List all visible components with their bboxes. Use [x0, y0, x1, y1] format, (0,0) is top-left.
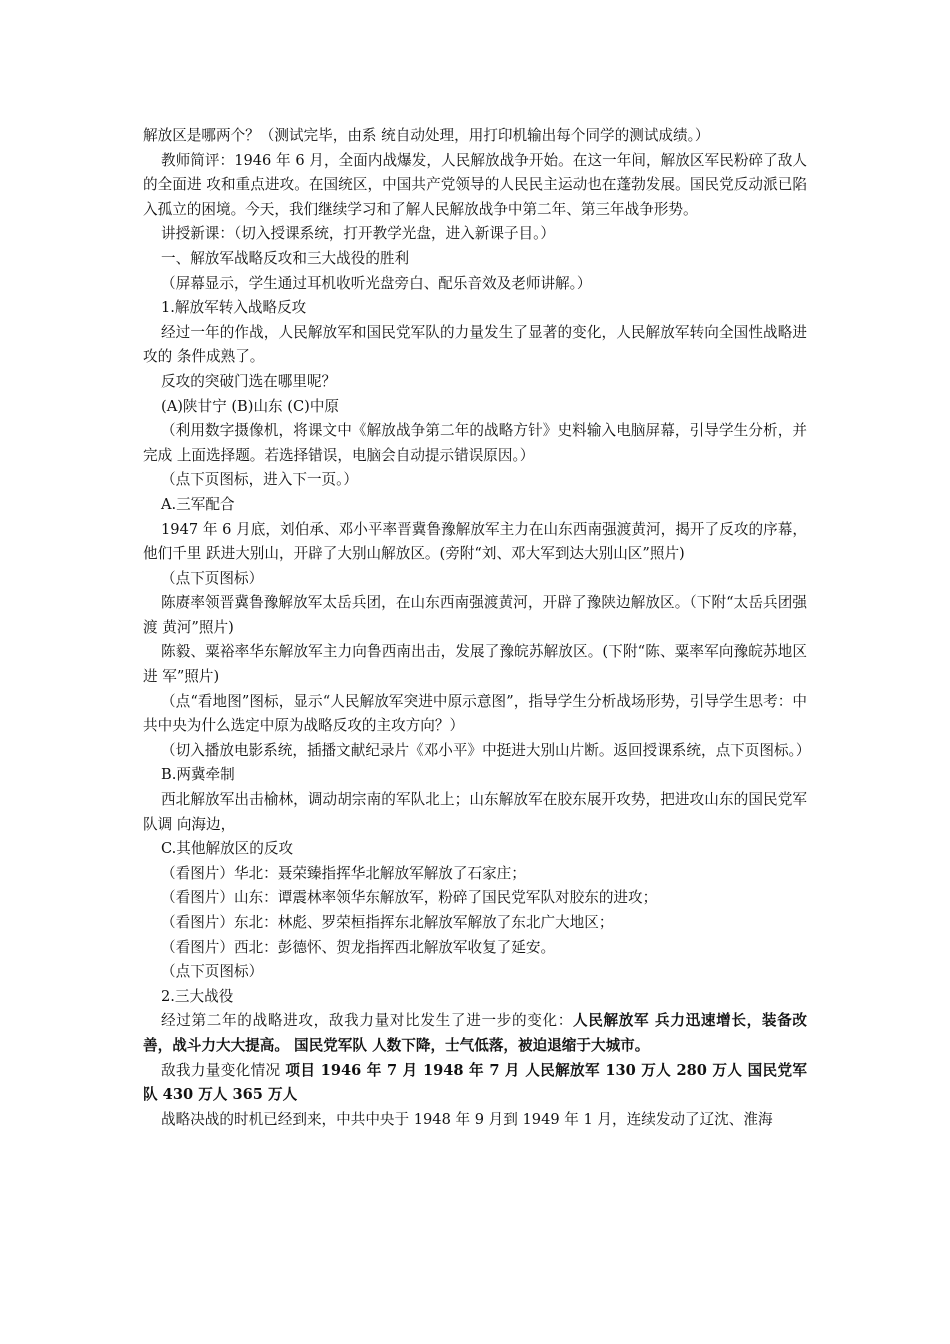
paragraph-decisive-battle: 战略决战的时机已经到来，中共中央于 1948 年 9 月到 1949 年 1 月，连续发动了辽沈、淮海	[161, 1110, 773, 1128]
paragraph-conditions-ripe: 经过一年的作战，人民解放军和国民党军队的力量发生了显著的变化，人民解放军转向全国性战略进攻的 条件成熟了。	[143, 323, 807, 366]
paragraph-question: 反攻的突破门选在哪里呢？	[161, 372, 337, 390]
paragraph-force-change	[143, 1009, 807, 1058]
paragraph-xibei: （看图片）西北：彭德怀、贺龙指挥西北解放军收复了延安。	[161, 938, 556, 956]
paragraph-next-page-3: （点下页图标）	[161, 963, 264, 981]
paragraph-dongbei: （看图片）东北：林彪、罗荣桓指挥东北解放军解放了东北广大地区；	[161, 914, 614, 931]
subheading-strategic-counteroffensive: 1.解放军转入战略反攻	[161, 299, 307, 317]
paragraph-force-change-bold: 人民解放军 兵力迅速增长，装备改善，战斗力大大提高。 国民党军队 人数下降，士气低落，被迫退缩于大城市。	[143, 1012, 807, 1054]
paragraph-screen-display: （屏幕显示，学生通过耳机收听光盘旁白、配乐音效及老师讲解。）	[161, 274, 592, 292]
paragraph-huabei: （看图片）华北：聂荣臻指挥华北解放军解放了石家庄；	[161, 864, 526, 882]
section-heading-1: 一、解放军战略反攻和三大战役的胜利	[161, 249, 410, 267]
paragraph-next-page-1: （点下页图标，进入下一页。）	[161, 471, 359, 489]
paragraph-chen-su: 陈毅、粟裕率华东解放军主力向鲁西南出击，发展了豫皖苏解放区。(下附“陈、粟率军向豫皖苏地区进 军”照片)	[143, 643, 807, 686]
paragraph-force-table	[143, 1059, 807, 1108]
paragraph-liu-deng: 1947 年 6 月底，刘伯承、邓小平率晋冀鲁豫解放军主力在山东西南强渡黄河，揭开了反攻的序幕，他们千里 跃进大别山，开辟了大别山解放区。(旁附“刘、邓大军到达大别山区”照片)	[143, 520, 807, 563]
paragraph-camera-instruction: （利用数字摄像机，将课文中《解放战争第二年的战略方针》史料输入电脑屏幕，引导学生分析，并完成 上面选择题。若选择错误，电脑会自动提示错误原因。）	[143, 422, 807, 464]
subheading-three-campaigns: 2.三大战役	[161, 987, 234, 1005]
paragraph-new-lesson: 讲授新课：（切入授课系统，打开教学光盘，进入新课子目。）	[161, 225, 556, 243]
paragraph-force-change-normal: 经过第二年的战略进攻，敌我力量对比发生了进一步的变化：	[161, 1012, 574, 1030]
paragraph-northwest: 西北解放军出击榆林，调动胡宗南的军队北上；山东解放军在胶东展开攻势，把进攻山东的国民党军队调 向海边，	[143, 791, 807, 833]
paragraph-test-question: 解放区是哪两个？（测试完毕，由系 统自动处理，用打印机输出每个同学的测试成绩。）	[143, 127, 710, 144]
paragraph-force-table-bold: 项目 1946 年 7 月 1948 年 7 月 人民解放军 130 万人 280 万人 国民党军队 430 万人 365 万人	[143, 1061, 807, 1104]
paragraph-shandong: （看图片）山东：谭震林率领华东解放军，粉碎了国民党军队对胶东的进攻；	[161, 889, 658, 907]
paragraph-teacher-comment: 教师简评：1946 年 6 月，全面内战爆发，人民解放战争开始。在这一年间，解放区军民粉碎了敌人的全面进 攻和重点进攻。在国统区，中国共产党领导的人民民主运动也在蓬勃发展。国民党反动派已陷入孤立的困境。今天，我们继续学习和了解人民解放战争中第二年、第三年战争形势。	[143, 151, 807, 218]
document-body	[143, 124, 811, 1132]
paragraph-force-table-normal: 敌我力量变化情况	[161, 1061, 286, 1079]
paragraph-chen-geng: 陈赓率领晋冀鲁豫解放军太岳兵团，在山东西南强渡黄河，开辟了豫陕边解放区。（下附“太岳兵团强渡 黄河”照片)	[143, 594, 807, 636]
subheading-two-wings: B.两冀牵制	[161, 766, 235, 784]
paragraph-map-instruction: （点“看地图”图标，显示“人民解放军突进中原示意图”，指导学生分析战场形势，引导学生思考：中 共中央为什么选定中原为战略反攻的主攻方向？）	[143, 692, 807, 735]
subheading-other-areas: C.其他解放区的反攻	[161, 840, 294, 858]
subheading-three-armies: A.三军配合	[161, 495, 235, 513]
paragraph-next-page-2: （点下页图标）	[161, 569, 264, 587]
paragraph-film-instruction: （切入播放电影系统，插播文献纪录片《邓小平》中挺进大别山片断。返回授课系统，点下页图标。）	[161, 741, 811, 759]
paragraph-choices: (A)陕甘宁 (B)山东 (C)中原	[161, 397, 340, 415]
